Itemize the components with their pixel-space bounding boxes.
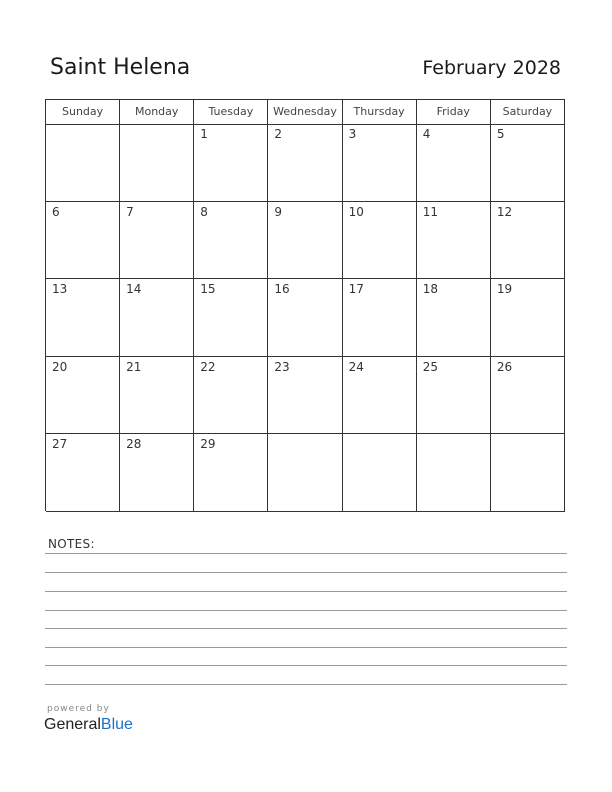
day-number: 29 xyxy=(200,437,216,452)
day-cell xyxy=(120,357,194,435)
day-cell xyxy=(194,434,268,512)
day-number: 17 xyxy=(348,282,364,297)
day-cell xyxy=(491,357,565,435)
day-cell xyxy=(491,202,565,280)
weekday-label: Friday xyxy=(417,100,491,125)
day-number: 4 xyxy=(422,127,431,141)
day-number: 26 xyxy=(496,359,513,374)
day-cell xyxy=(343,434,417,512)
day-number: 25 xyxy=(422,359,438,374)
brand-name-part1: General xyxy=(44,716,101,733)
day-cell xyxy=(417,202,491,280)
day-cell xyxy=(194,202,268,280)
day-number: 5 xyxy=(496,127,505,141)
day-number: 3 xyxy=(348,127,357,141)
day-cell xyxy=(343,279,417,357)
weekday-label: Wednesday xyxy=(268,100,342,125)
day-number: 22 xyxy=(200,359,216,374)
day-number: 8 xyxy=(200,204,208,219)
day-cell xyxy=(46,124,120,202)
day-cell xyxy=(343,124,417,202)
day-number: 21 xyxy=(126,359,142,374)
notes-line xyxy=(45,553,567,554)
day-cell xyxy=(417,357,491,435)
weekday-label: Saturday xyxy=(491,100,565,125)
day-number: 20 xyxy=(52,359,68,374)
month-year-title: February 2028 xyxy=(422,57,561,79)
weekday-label: Monday xyxy=(120,100,194,125)
day-cell xyxy=(343,357,417,435)
day-cell xyxy=(194,124,268,202)
day-number: 23 xyxy=(274,359,290,374)
day-cell xyxy=(268,124,342,202)
day-cell xyxy=(417,434,491,512)
day-cell xyxy=(194,357,268,435)
day-cell xyxy=(417,124,491,202)
powered-by-text: powered by xyxy=(47,704,110,714)
day-cell xyxy=(120,124,194,202)
day-number: 19 xyxy=(496,282,513,297)
day-number: 15 xyxy=(200,282,216,297)
day-cell xyxy=(491,279,565,357)
day-cell xyxy=(268,279,342,357)
weekday-header xyxy=(46,100,565,124)
day-cell xyxy=(268,202,342,280)
day-cell xyxy=(491,124,565,202)
day-number: 12 xyxy=(496,204,513,219)
day-cell xyxy=(268,434,342,512)
notes-line xyxy=(45,572,567,573)
day-cell xyxy=(46,357,120,435)
notes-line xyxy=(45,684,567,685)
day-cell xyxy=(343,202,417,280)
weekday-label: Sunday xyxy=(46,100,120,125)
day-cell xyxy=(268,357,342,435)
day-number: 13 xyxy=(52,282,68,297)
day-cell xyxy=(120,434,194,512)
day-number: 27 xyxy=(52,437,68,452)
day-number: 16 xyxy=(274,282,290,297)
day-cell xyxy=(120,202,194,280)
day-number: 10 xyxy=(348,204,364,219)
day-number: 24 xyxy=(348,359,364,374)
day-cell xyxy=(46,279,120,357)
calendar-body xyxy=(46,124,565,512)
notes-line xyxy=(45,647,567,648)
notes-line xyxy=(45,591,567,592)
weekday-label: Thursday xyxy=(343,100,417,125)
day-number: 11 xyxy=(422,204,438,219)
day-number: 6 xyxy=(52,204,60,219)
day-cell xyxy=(491,434,565,512)
day-number: 1 xyxy=(200,127,208,141)
calendar-grid xyxy=(45,99,565,511)
weekday-label: Tuesday xyxy=(194,100,268,125)
notes-label: NOTES: xyxy=(48,537,95,551)
day-cell xyxy=(417,279,491,357)
page-title: Saint Helena xyxy=(50,55,191,80)
day-number: 14 xyxy=(126,282,142,297)
notes-line xyxy=(45,610,567,611)
day-cell xyxy=(194,279,268,357)
brand-logo xyxy=(44,716,133,734)
notes-line xyxy=(45,628,567,629)
day-number: 28 xyxy=(126,437,142,452)
day-cell xyxy=(46,434,120,512)
day-cell xyxy=(120,279,194,357)
day-number: 9 xyxy=(274,204,283,219)
day-number: 18 xyxy=(422,282,438,297)
notes-line xyxy=(45,665,567,666)
day-number: 7 xyxy=(126,204,134,219)
day-number: 2 xyxy=(274,127,283,141)
day-cell xyxy=(46,202,120,280)
brand-name-part2: Blue xyxy=(100,716,133,733)
